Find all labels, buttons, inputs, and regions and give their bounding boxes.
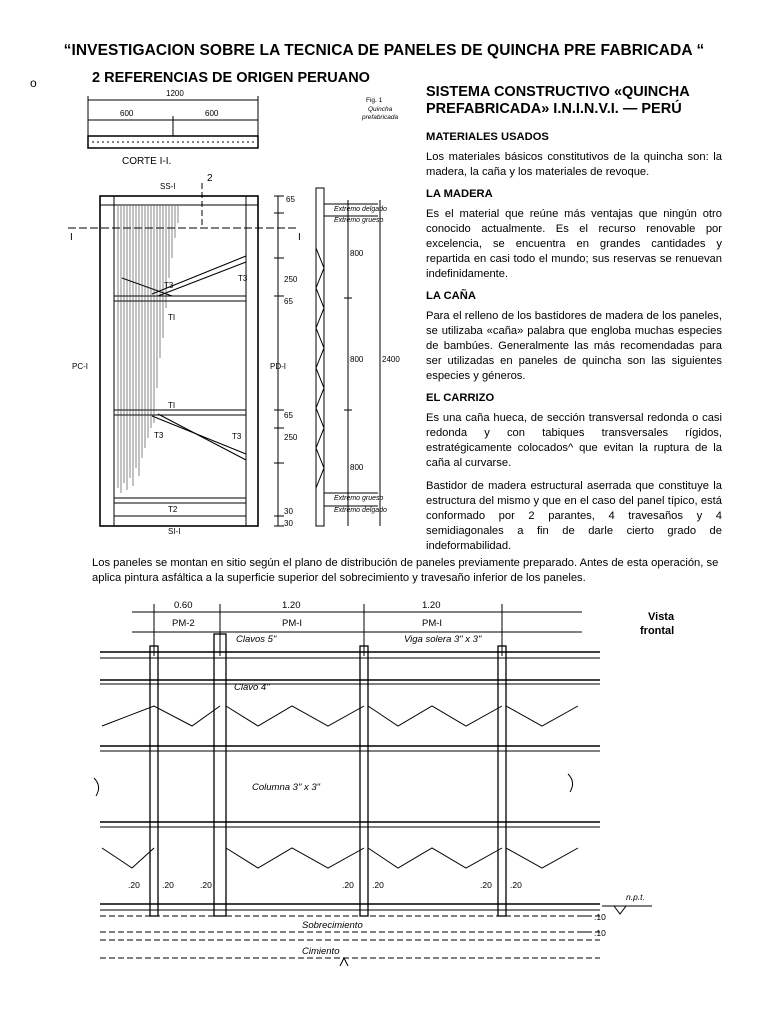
dim-250-a: 250 [284,275,298,284]
label-pm1-a: PM-I [282,618,303,629]
cana-heading: LA CAÑA [426,290,476,302]
dim-250-b: 250 [284,433,298,442]
label-extremo-delgado-bottom: Extremo delgado [334,507,387,514]
label-extremo-grueso-top: Extremo grueso [334,217,384,224]
dim-65-b: 65 [284,297,293,306]
section-subheading: 2 REFERENCIAS DE ORIGEN PERUANO [92,70,370,86]
document-title: “INVESTIGACION SOBRE LA TECNICA DE PANELES DE QUINCHA PRE FABRICADA “ [63,42,705,59]
label-t2: T2 [168,505,178,514]
dim-30-a: 30 [284,507,293,516]
label-pd1: PD-I [270,362,286,371]
view-title-line2: frontal [640,625,675,637]
panel-elevation-drawing [62,88,412,534]
dim-30-b: 30 [284,519,293,528]
bullet-marker: o [30,76,37,90]
mark-2: 2 [207,173,213,184]
dim-10-a: .10 [594,912,606,922]
dim-left-half: 600 [120,109,134,118]
dim-total-width: 1200 [166,89,184,98]
label-columna: Columna 3" x 3" [252,782,320,793]
front-view-drawing [92,596,712,1016]
cana-paragraph: Para el relleno de los bastidores de madera de los paneles, se utilizaba «caña» palabra que engloba muchas especies de bambúes. Generalmente las más recomendadas para ser utilizadas en paneles de quincha son las siguientes especies y géneros. [426,310,722,382]
label-clavo-4: Clavo 4" [234,682,270,693]
dim-060: 0.60 [174,600,193,611]
label-cimiento: Cimiento [302,946,340,957]
label-pm2: PM-2 [172,618,195,629]
dim-800-b: 800 [350,355,364,364]
label-extremo-delgado-top: Extremo delgado [334,206,387,213]
dim-10-b: .10 [594,928,606,938]
materials-heading: MATERIALES USADOS [426,131,549,143]
view-title-line1: Vista [648,611,675,623]
materials-paragraph: Los materiales básicos constitutivos de la quincha son: la madera, la caña y los materiales de revoque. [426,151,722,178]
label-npt: n.p.t. [626,892,645,902]
mark-i-left: I [70,232,73,243]
label-ss1: SS-I [160,182,176,191]
figure-number: Fig. 1 [366,97,383,104]
carrizo-heading: EL CARRIZO [426,392,495,404]
label-t3-bottom-right: T3 [232,432,242,441]
dim-20-7: .20 [510,880,522,890]
madera-heading: LA MADERA [426,188,493,200]
label-si1: SI-I [168,527,181,534]
dim-20-6: .20 [480,880,492,890]
label-t3-top-left: T3 [164,281,174,290]
mark-i-right: I [298,232,301,243]
dim-20-3: .20 [200,880,212,890]
dim-20-4: .20 [342,880,354,890]
dim-right-half: 600 [205,109,219,118]
dim-800-c: 800 [350,463,364,472]
label-t3-top-right: T3 [238,274,248,283]
label-clavos-5: Clavos 5" [236,634,277,645]
label-extremo-grueso-bottom: Extremo grueso [334,495,384,502]
carrizo-paragraph: Es una caña hueca, de sección transversal redonda o casi redonda y con tabiques transversales rígidos, estratégicamente colocados^ que evitan la ruptura de la caña al curvarse. [426,412,722,469]
dim-800-a: 800 [350,249,364,258]
label-pm1-b: PM-I [422,618,443,629]
label-pc1: PC-I [72,362,88,371]
dim-120-b: 1.20 [422,600,441,611]
madera-paragraph: Es el material que reúne más ventajas que ningún otro conocido actualmente. Es el recurso renovable por excelencia, se encuentra en grandes cantidades y repartida en casi todo el mundo; sus reservas se renuevan indefinidamente. [426,208,722,280]
label-t3-bottom-left: T3 [154,431,164,440]
dim-65-c: 65 [284,411,293,420]
label-sobrecimiento: Sobrecimiento [302,920,363,931]
dim-65-a: 65 [286,195,295,204]
dim-120-a: 1.20 [282,600,301,611]
label-t1-bottom: TI [168,401,176,410]
section-cut-label: CORTE I-I. [122,156,172,167]
system-title: SISTEMA CONSTRUCTIVO «QUINCHA PREFABRICADA» I.N.I.N.V.I. — PERÚ [426,84,690,117]
figure-caption-line1: Quincha [368,106,393,113]
dim-20-5: .20 [372,880,384,890]
dim-2400: 2400 [382,355,400,364]
dim-20-1: .20 [128,880,140,890]
label-t1-top: TI [168,313,176,322]
dim-20-2: .20 [162,880,174,890]
bastidor-paragraph: Bastidor de madera estructural aserrada que constituye la estructura del mismo y que en el caso del panel típico, está conformado por 2 parantes, 4 travesaños y 4 semidiagonales a fin de darle cierto grado de indeformabilidad. [426,480,722,552]
right-text-column [426,84,722,562]
label-viga-solera: Viga solera 3" x 3" [404,634,482,645]
assembly-paragraph: Los paneles se montan en sitio según el plano de distribución de paneles previamente preparado. Antes de esta operación, se aplica pintura asfáltica a la superficie superior del sobrecimiento y travesaño inferior de los paneles. [92,557,719,584]
figure-caption-line2: prefabricada [362,114,399,121]
